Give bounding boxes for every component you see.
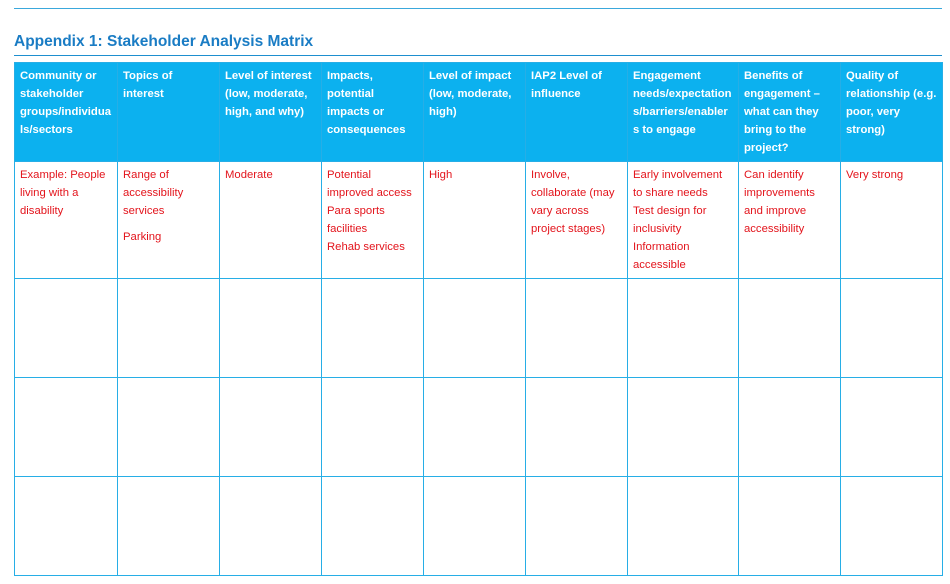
cell-text-line: project stages) [531, 223, 606, 235]
cell-text-line: Potential [327, 169, 371, 181]
cell-paragraph [429, 166, 520, 184]
cell-text-line: Involve, [531, 169, 570, 181]
cell-text-line: facilities [327, 223, 368, 235]
empty-table-cell[interactable] [424, 477, 526, 576]
table-cell[interactable] [526, 162, 628, 279]
cell-paragraph [123, 166, 214, 220]
column-header-line: s/barriers/enabler [633, 106, 728, 118]
table-cell[interactable] [739, 162, 841, 279]
cell-text-line: High [429, 169, 453, 181]
cell-paragraph [633, 166, 733, 274]
column-header [841, 63, 943, 162]
cell-text-line: collaborate (may [531, 187, 615, 199]
column-header-line: interest [123, 88, 164, 100]
table-cell[interactable] [322, 162, 424, 279]
cell-text-line: accessibility [744, 223, 805, 235]
cell-text-line: Test design for [633, 205, 707, 217]
column-header-line: (low, moderate, [225, 88, 308, 100]
empty-table-cell[interactable] [118, 279, 220, 378]
cell-paragraph [225, 166, 316, 184]
table-row-example [15, 162, 943, 279]
cell-text-line: and improve [744, 205, 807, 217]
column-header-line: what can they [744, 106, 819, 118]
column-header-line: ls/sectors [20, 124, 73, 136]
cell-text-line: Para sports [327, 205, 385, 217]
empty-table-cell[interactable] [15, 378, 118, 477]
column-header-line: groups/individua [20, 106, 112, 118]
cell-paragraph [123, 228, 214, 246]
empty-table-cell[interactable] [220, 378, 322, 477]
empty-table-cell[interactable] [424, 378, 526, 477]
column-header-line: strong) [846, 124, 885, 136]
empty-table-cell[interactable] [322, 378, 424, 477]
column-header-line: consequences [327, 124, 406, 136]
column-header-line: needs/expectation [633, 88, 732, 100]
top-rule [14, 8, 942, 9]
column-header-line: Engagement [633, 70, 701, 82]
cell-text-line: improvements [744, 187, 815, 199]
table-cell[interactable] [118, 162, 220, 279]
cell-text-line: accessible [633, 259, 686, 271]
column-header [15, 63, 118, 162]
empty-table-cell[interactable] [841, 279, 943, 378]
cell-paragraph [531, 166, 622, 238]
cell-text-line: Moderate [225, 169, 273, 181]
empty-table-cell[interactable] [15, 477, 118, 576]
title-rule [14, 55, 942, 56]
column-header-line: (low, moderate, [429, 88, 512, 100]
cell-paragraph [744, 166, 835, 238]
empty-table-cell[interactable] [526, 279, 628, 378]
empty-table-cell[interactable] [841, 477, 943, 576]
cell-text-line: Rehab services [327, 241, 405, 253]
cell-text-line: services [123, 205, 165, 217]
table-cell[interactable] [15, 162, 118, 279]
cell-text-line: inclusivity [633, 223, 682, 235]
column-header-line: Level of interest [225, 70, 312, 82]
empty-table-cell[interactable] [118, 477, 220, 576]
stakeholder-matrix-table [14, 62, 943, 576]
table-row-blank [15, 279, 943, 378]
empty-table-cell[interactable] [739, 279, 841, 378]
page-title: Appendix 1: Stakeholder Analysis Matrix [14, 33, 314, 50]
column-header [739, 63, 841, 162]
empty-table-cell[interactable] [424, 279, 526, 378]
table-cell[interactable] [424, 162, 526, 279]
column-header-line: stakeholder [20, 88, 84, 100]
empty-table-cell[interactable] [628, 378, 739, 477]
column-header-line: project? [744, 142, 789, 154]
column-header-line: Community or [20, 70, 97, 82]
empty-table-cell[interactable] [322, 477, 424, 576]
column-header-line: Quality of [846, 70, 899, 82]
cell-text-line: Example: People [20, 169, 106, 181]
cell-text-line: Parking [123, 231, 162, 243]
column-header [526, 63, 628, 162]
cell-text-line: Range of [123, 169, 169, 181]
table-cell[interactable] [628, 162, 739, 279]
cell-text-line: vary across [531, 205, 589, 217]
cell-text-line: living with a [20, 187, 79, 199]
empty-table-cell[interactable] [220, 279, 322, 378]
column-header [322, 63, 424, 162]
column-header-line: impacts or [327, 106, 385, 118]
column-header-line: poor, very [846, 106, 900, 118]
empty-table-cell[interactable] [739, 378, 841, 477]
cell-text-line: Can identify [744, 169, 804, 181]
cell-paragraph [846, 166, 937, 184]
cell-text-line: improved access [327, 187, 412, 199]
column-header-line: high, and why) [225, 106, 305, 118]
column-header-line: Topics of [123, 70, 173, 82]
table-row-blank [15, 477, 943, 576]
empty-table-cell[interactable] [15, 279, 118, 378]
column-header-line: bring to the [744, 124, 807, 136]
cell-paragraph [327, 166, 418, 256]
cell-text-line: disability [20, 205, 64, 217]
column-header-line: Benefits of [744, 70, 803, 82]
table-cell[interactable] [220, 162, 322, 279]
cell-text-line: accessibility [123, 187, 184, 199]
table-cell[interactable] [841, 162, 943, 279]
column-header-line: Level of impact [429, 70, 512, 82]
column-header-line: high) [429, 106, 457, 118]
column-header [118, 63, 220, 162]
table-row-blank [15, 378, 943, 477]
cell-text-line: Information [633, 241, 690, 253]
column-header-line: relationship (e.g. [846, 88, 937, 100]
empty-table-cell[interactable] [526, 378, 628, 477]
empty-table-cell[interactable] [628, 279, 739, 378]
empty-table-cell[interactable] [841, 378, 943, 477]
empty-table-cell[interactable] [322, 279, 424, 378]
empty-table-cell[interactable] [220, 477, 322, 576]
column-header-line: engagement – [744, 88, 820, 100]
cell-text-line: to share needs [633, 187, 708, 199]
empty-table-cell[interactable] [526, 477, 628, 576]
column-header-line: potential [327, 88, 375, 100]
header-row [15, 63, 943, 162]
cell-paragraph [20, 166, 112, 220]
column-header [424, 63, 526, 162]
cell-text-line: Very strong [846, 169, 904, 181]
empty-table-cell[interactable] [628, 477, 739, 576]
empty-table-cell[interactable] [739, 477, 841, 576]
cell-text-line: Early involvement [633, 169, 723, 181]
column-header-line: s to engage [633, 124, 696, 136]
column-header [220, 63, 322, 162]
column-header [628, 63, 739, 162]
column-header-line: IAP2 Level of [531, 70, 602, 82]
empty-table-cell[interactable] [118, 378, 220, 477]
column-header-line: Impacts, [327, 70, 373, 82]
column-header-line: influence [531, 88, 581, 100]
